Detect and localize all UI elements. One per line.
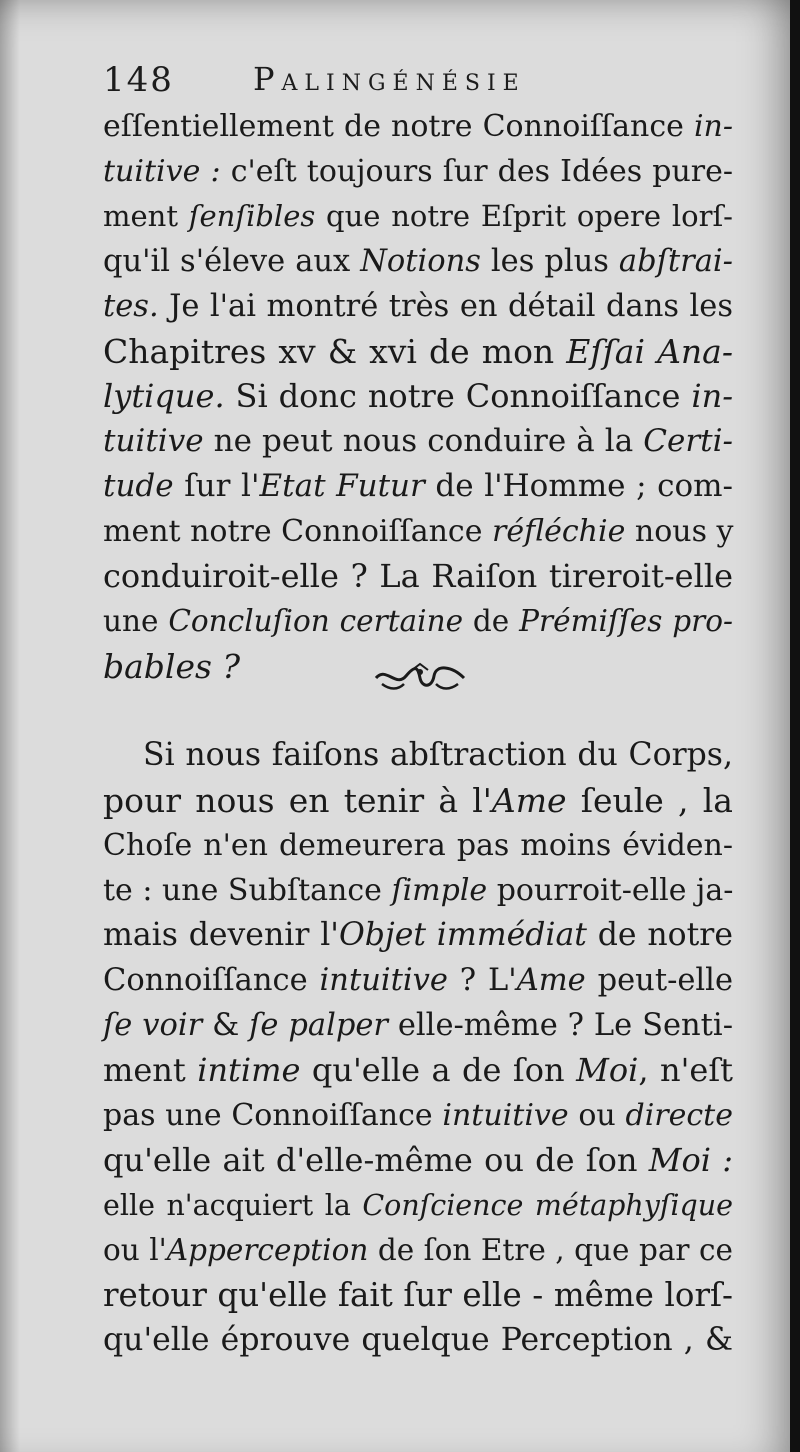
page-number: 148: [103, 60, 174, 100]
fleuron-ornament-icon: [372, 660, 468, 694]
text-line: ment notre Connoiſſance réfléchie nous y: [103, 514, 734, 549]
text-line: ſe voir & ſe palper elle-même ? Le Senti-: [103, 1008, 733, 1043]
paragraph-2: [103, 733, 733, 1363]
text-line: mais devenir l'Objet immédiat de notre: [103, 917, 734, 953]
text-line: Connoiſſance intuitive ? L'Ame peut-elle: [103, 963, 733, 998]
text-line: te : une Subſtance ſimple pourroit-elle ja-: [103, 873, 734, 908]
text-line: lytique. Si donc notre Connoiſſance in-: [103, 377, 733, 415]
text-line: qu'elle ait d'elle-même ou de ſon Moi :: [103, 1141, 733, 1179]
text-line: qu'elle éprouve quelque Perception , &: [103, 1322, 733, 1358]
text-line: Si nous faiſons abſtraction du Corps,: [143, 737, 733, 773]
text-line: qu'il s'éleve aux Notions les plus abſtrai-: [103, 244, 733, 279]
text-line: Choſe n'en demeurera pas moins éviden-: [103, 828, 733, 863]
text-line: tude ſur l'Etat Futur de l'Homme ; com-: [103, 468, 733, 504]
text-line: bables ?: [103, 647, 241, 686]
text-line: Chapitres xv & xvi de mon Eſſai Ana-: [103, 332, 733, 371]
page-spine-shadow: [0, 0, 20, 1452]
text-line: tes. Je l'ai montré très en détail dans les: [103, 289, 733, 324]
page-header: [103, 58, 743, 108]
text-line: une Concluſion certaine de Prémiſſes pro-: [103, 604, 733, 638]
text-line: ou l'Apperception de ſon Etre , que par ce: [103, 1233, 733, 1267]
paragraph-1: [103, 104, 733, 689]
text-line: retour qu'elle fait ſur elle - même lorſ-: [103, 1276, 733, 1314]
text-line: elle n'acquiert la Conſcience métaphyſique: [103, 1189, 734, 1222]
text-line: tuitive : c'eſt toujours ſur des Idées pure-: [103, 154, 733, 189]
text-line: tuitive ne peut nous conduire à la Certi-: [103, 423, 733, 459]
text-line: ment ſenſibles que notre Eſprit opere lorſ-: [103, 199, 733, 233]
text-line: pour nous en tenir à l'Ame ſeule , la: [103, 781, 733, 820]
running-head: Palingénésie: [253, 60, 526, 98]
text-line: eſſentiellement de notre Connoiſſance in-: [103, 109, 733, 144]
text-line: conduiroit-elle ? La Raiſon tireroit-elle: [103, 557, 733, 595]
text-line: ment intime qu'elle a de ſon Moi, n'eſt: [103, 1051, 734, 1089]
text-line: pas une Connoiſſance intuitive ou directe: [103, 1098, 733, 1133]
